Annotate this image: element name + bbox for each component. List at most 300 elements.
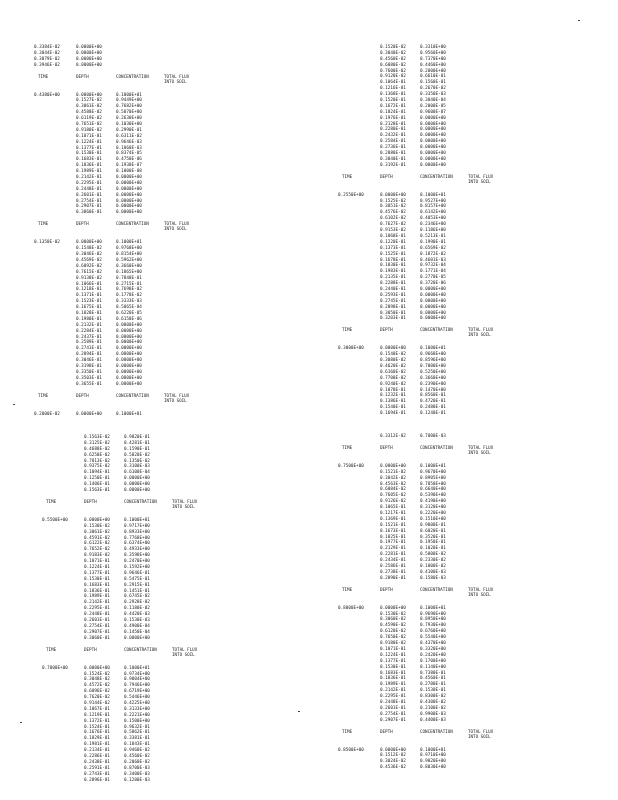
concentration-cell: 0.0000E+00	[420, 145, 446, 151]
concentration-cell: 0.9900E-03	[420, 711, 446, 717]
printout-panel-bottom-left	[42, 435, 198, 783]
concentration-cell: 0.9646E-01	[124, 570, 150, 576]
concentration-cell: 0.5065E-04	[116, 305, 142, 311]
depth-cell: 0.9180E-02	[380, 641, 406, 647]
scan-speck	[298, 711, 300, 712]
depth-cell: 0.1830E-01	[380, 263, 406, 269]
concentration-cell: 0.3350E-03	[420, 92, 446, 98]
header-flux: TOTAL FLUX INTO SOIL	[164, 73, 190, 84]
concentration-cell: 0.5962E+00	[116, 257, 142, 263]
concentration-cell: 0.6760E+00	[420, 629, 446, 635]
depth-cell: 0.1232E-01	[380, 393, 406, 399]
depth-cell: 0.2601E-01	[380, 705, 406, 711]
concentration-cell: 0.1865E+00	[116, 269, 142, 275]
concentration-cell: 0.8154E+00	[116, 252, 142, 258]
data-row	[338, 316, 494, 322]
time-cell: 0.7000E+00	[42, 665, 68, 671]
header-time: TIME	[38, 221, 49, 227]
concentration-cell: 0.0000E+00	[116, 375, 142, 381]
concentration-cell: 0.3100E-03	[124, 464, 150, 470]
concentration-cell: 0.8596E+00	[420, 358, 446, 364]
depth-cell: 0.7650E-02	[380, 635, 406, 641]
depth-cell: 0.1836E-01	[380, 676, 406, 682]
concentration-cell: 0.0000E+00	[420, 162, 446, 168]
header-time: TIME	[342, 327, 353, 333]
depth-cell: 0.1980E-01	[76, 316, 102, 322]
depth-cell: 0.4536E-02	[380, 765, 406, 771]
concentration-cell: 0.9710E+00	[420, 753, 446, 759]
concentration-cell: 0.9734E+00	[124, 671, 150, 677]
time-cell: 0.3000E+00	[338, 346, 364, 352]
data-row	[42, 778, 198, 784]
depth-cell: 0.3060E-01	[76, 210, 102, 216]
column-header-row	[34, 393, 190, 406]
depth-cell: 0.0000E+00	[380, 605, 406, 611]
data-row	[42, 488, 198, 494]
depth-cell: 0.2295E-01	[380, 694, 406, 700]
depth-cell: 0.1523E-01	[76, 299, 102, 305]
concentration-cell: 0.0000E+00	[116, 192, 142, 198]
data-row	[338, 765, 494, 771]
depth-cell: 0.9153E-02	[380, 228, 406, 234]
concentration-cell: 0.0000E+00	[116, 363, 142, 369]
concentration-cell: 0.0000E+00	[420, 310, 446, 316]
concentration-cell: 0.1000E+01	[420, 605, 446, 611]
concentration-cell: 0.7768E+00	[124, 535, 150, 541]
depth-cell: 0.4688E-02	[84, 446, 110, 452]
depth-cell: 0.4620E-02	[380, 363, 406, 369]
concentration-cell: 0.4560E-01	[420, 676, 446, 682]
header-depth: DEPTH	[380, 728, 393, 734]
depth-cell: 0.4590E-02	[380, 623, 406, 629]
depth-cell: 0.0000E+00	[76, 62, 102, 68]
depth-cell: 0.3203E-01	[380, 316, 406, 322]
depth-cell: 0.0000E+00	[380, 346, 406, 352]
depth-cell: 0.1224E-01	[76, 139, 102, 145]
concentration-cell: 0.9449E+00	[116, 98, 142, 104]
depth-cell: 0.1530E-01	[380, 664, 406, 670]
depth-cell: 0.2601E-01	[76, 192, 102, 198]
time-cell: 0.5500E+00	[42, 517, 68, 523]
concentration-cell: 0.1140E+00	[420, 664, 446, 670]
header-time: TIME	[38, 392, 49, 398]
data-row	[34, 412, 190, 418]
printout-panel-top-right	[338, 45, 494, 417]
depth-cell: 0.1836E-01	[84, 588, 110, 594]
column-header-row	[338, 327, 494, 340]
header-flux: TOTAL FLUX INTO SOIL	[164, 392, 190, 403]
header-depth: DEPTH	[380, 327, 393, 333]
header-concentration: CONCENTRATION	[420, 173, 453, 179]
concentration-cell: 0.6150E-06	[116, 316, 142, 322]
depth-cell: 0.0000E+00	[76, 50, 102, 56]
depth-cell: 0.9375E-02	[84, 464, 110, 470]
depth-cell: 0.2142E-01	[380, 688, 406, 694]
concentration-cell: 0.6719E+00	[124, 689, 150, 695]
concentration-cell: 0.4370E+00	[420, 641, 446, 647]
depth-cell: 0.7605E-02	[380, 493, 406, 499]
depth-cell: 0.1683E-01	[76, 157, 102, 163]
concentration-cell: 0.2480E-01	[420, 405, 446, 411]
concentration-cell: 0.8300E-02	[420, 694, 446, 700]
concentration-cell: 0.9768E+00	[116, 246, 142, 252]
concentration-cell: 0.0000E+00	[420, 121, 446, 127]
concentration-cell: 0.0000E+00	[116, 381, 142, 387]
concentration-cell: 0.9820E-01	[124, 435, 150, 440]
depth-cell: 0.1386E-01	[380, 399, 406, 405]
depth-cell: 0.1530E-02	[84, 523, 110, 529]
header-flux: TOTAL FLUX INTO SOIL	[172, 498, 198, 509]
concentration-cell: 0.1843E-01	[124, 742, 150, 748]
depth-cell: 0.3040E-02	[380, 50, 406, 56]
depth-cell: 0.1828E-01	[76, 310, 102, 316]
depth-cell: 0.2589E-01	[76, 340, 102, 346]
concentration-cell: 0.1500E+00	[124, 718, 150, 724]
concentration-cell: 0.1030E+00	[116, 122, 142, 128]
concentration-cell: 0.2420E+00	[420, 652, 446, 658]
depth-cell: 0.1521E-01	[380, 522, 406, 528]
depth-cell: 0.2890E-01	[380, 575, 406, 581]
header-flux: TOTAL FLUX INTO SOIL	[172, 646, 198, 657]
concentration-cell: 0.5020E-02	[124, 452, 150, 458]
concentration-cell	[116, 63, 162, 69]
concentration-cell: 0.9560E+00	[420, 50, 446, 56]
depth-cell: 0.3198E-01	[76, 363, 102, 369]
concentration-cell: 0.4420E-03	[124, 612, 150, 618]
depth-cell: 0.2438E-01	[84, 759, 110, 765]
concentration-cell: 0.1590E-01	[124, 446, 150, 452]
depth-cell: 0.1369E-01	[380, 516, 406, 522]
depth-cell: 0.3046E-02	[76, 252, 102, 258]
time-cell: 0.2000E-02	[34, 411, 60, 417]
depth-cell: 0.2745E-01	[380, 298, 406, 304]
depth-cell: 0.2132E-01	[76, 322, 102, 328]
concentration-cell: 0.5540E+00	[420, 635, 446, 641]
concentration-cell: 0.1771E-04	[420, 269, 446, 275]
depth-cell: 0.2142E-01	[84, 600, 110, 606]
header-depth: DEPTH	[380, 586, 393, 592]
depth-cell: 0.1824E-01	[380, 109, 406, 115]
concentration-cell: 0.6374E+00	[124, 541, 150, 547]
depth-cell: 0.2142E-01	[76, 175, 102, 181]
concentration-cell: 0.0000E+00	[116, 358, 142, 364]
concentration-cell: 0.3400E-03	[124, 771, 150, 777]
depth-cell: 0.1219E-01	[84, 712, 110, 718]
depth-cell: 0.2295E-01	[84, 606, 110, 612]
concentration-cell: 0.9527E+00	[420, 198, 446, 204]
scan-speck	[20, 722, 22, 723]
concentration-cell: 0.9690E+00	[420, 611, 446, 617]
depth-cell: 0.0000E+00	[84, 665, 110, 671]
header-flux: TOTAL FLUX INTO SOIL	[164, 221, 190, 232]
concentration-cell: 0.2770E-05	[420, 275, 446, 281]
concentration-cell: 0.6142E+00	[420, 210, 446, 216]
concentration-cell: 0.3310E+00	[420, 45, 446, 50]
depth-cell: 0.1976E-01	[380, 115, 406, 121]
concentration-cell: 0.2670E-02	[420, 86, 446, 92]
depth-cell: 0.3048E-02	[84, 677, 110, 683]
concentration-cell: 0.9004E+00	[124, 677, 150, 683]
time-cell: 0.3946E-02	[34, 62, 60, 68]
depth-cell: 0.2437E-01	[76, 334, 102, 340]
concentration-cell: 0.2470E+00	[124, 559, 150, 565]
header-time: TIME	[46, 498, 57, 504]
concentration-cell: 0.5250E+00	[420, 369, 446, 375]
concentration-cell: 0.4100E-03	[420, 569, 446, 575]
time-cell: 0.4380E+00	[34, 92, 60, 98]
depth-cell: 0.1250E-01	[84, 476, 110, 482]
header-concentration: CONCENTRATION	[420, 327, 453, 333]
depth-cell: 0.2284E-01	[76, 328, 102, 334]
header-depth: DEPTH	[84, 498, 97, 504]
depth-cell: 0.1977E-01	[380, 540, 406, 546]
concentration-cell: 0.2221E+00	[124, 712, 150, 718]
concentration-cell: 0.1060E-03	[116, 145, 142, 151]
depth-cell: 0.1530E-02	[380, 611, 406, 617]
concentration-cell: 0.8560E-01	[420, 393, 446, 399]
time-cell: 0.8500E+00	[338, 747, 364, 753]
depth-cell: 0.1673E-01	[380, 528, 406, 534]
depth-cell: 0.2584E-01	[380, 139, 406, 145]
depth-cell: 0.3125E-02	[84, 440, 110, 446]
time-cell	[338, 411, 380, 417]
data-row	[338, 718, 494, 724]
concentration-cell: 0.0000E+00	[116, 369, 142, 375]
depth-cell: 0.1563E-02	[84, 435, 110, 440]
header-flux: TOTAL FLUX INTO SOIL	[468, 444, 494, 455]
time-cell: 0.3044E-02	[34, 50, 60, 56]
depth-cell: 0.3350E-01	[76, 369, 102, 375]
concentration-cell: 0.4400E-03	[420, 717, 446, 723]
depth-cell: 0.1377E-01	[380, 658, 406, 664]
depth-cell: 0.3655E-01	[76, 381, 102, 387]
depth-cell: 0.7651E-02	[76, 122, 102, 128]
concentration-cell: 0.0000E+00	[420, 304, 446, 310]
depth-cell: 0.1078E-01	[380, 387, 406, 393]
depth-cell: 0.2736E-01	[380, 145, 406, 151]
depth-cell: 0.9240E-02	[380, 381, 406, 387]
concentration-cell: 0.1000E+01	[124, 517, 150, 523]
depth-cell: 0.4572E-02	[84, 683, 110, 689]
depth-cell: 0.7620E-02	[84, 695, 110, 701]
concentration-cell: 0.8030E+00	[420, 765, 446, 771]
depth-cell: 0.1512E-02	[380, 753, 406, 759]
concentration-cell: 0.2715E-01	[116, 281, 142, 287]
column-header-row	[34, 221, 190, 234]
concentration-cell: 0.0000E+00	[124, 482, 150, 488]
concentration-cell: 0.0000E+00	[116, 204, 142, 210]
depth-cell: 0.3042E-02	[380, 475, 406, 481]
concentration-cell: 0.7698E-02	[116, 287, 142, 293]
concentration-cell: 0.3381E-01	[124, 736, 150, 742]
depth-cell: 0.1530E-01	[84, 576, 110, 582]
depth-cell: 0.1520E-02	[380, 45, 406, 50]
depth-cell: 0.3060E-01	[84, 635, 110, 641]
depth-cell: 0.1825E-01	[380, 534, 406, 540]
concentration-cell: 0.1990E-01	[420, 239, 446, 245]
concentration-cell: 0.9670E+00	[420, 469, 446, 475]
depth-cell: 0.7700E-02	[380, 375, 406, 381]
concentration-cell: 0.2390E+00	[420, 381, 446, 387]
column-header-row	[338, 587, 494, 600]
depth-cell: 0.3061E-02	[84, 529, 110, 535]
column-header-row	[34, 74, 190, 87]
depth-cell: 0.1989E-01	[84, 594, 110, 600]
depth-cell: 0.1377E-01	[84, 570, 110, 576]
concentration-cell: 0.0000E+00	[420, 139, 446, 145]
depth-cell: 0.1525E-02	[380, 198, 406, 204]
depth-cell: 0.3061E-02	[76, 104, 102, 110]
time-cell: 0.3384E-02	[34, 45, 60, 50]
depth-cell: 0.3040E-01	[380, 156, 406, 162]
depth-cell: 0.2295E-01	[76, 180, 102, 186]
depth-cell: 0.0000E+00	[76, 92, 102, 98]
time-cell: 0.1350E-02	[34, 240, 60, 246]
concentration-cell: 0.1000E+01	[420, 192, 446, 198]
depth-cell: 0.2741E-01	[76, 346, 102, 352]
time-cell	[42, 778, 84, 784]
concentration-cell: 0.2915E-01	[124, 582, 150, 588]
concentration-cell: 0.5475E-01	[124, 576, 150, 582]
concentration-cell: 0.7850E+00	[420, 481, 446, 487]
header-depth: DEPTH	[380, 173, 393, 179]
depth-cell: 0.7615E-02	[76, 269, 102, 275]
depth-cell: 0.1224E-01	[84, 565, 110, 571]
concentration-cell: 0.0000E+00	[116, 322, 142, 328]
depth-cell: 0.7600E-02	[380, 68, 406, 74]
concentration-cell: 0.1450E-04	[124, 629, 150, 635]
concentration-cell: 0.4900E-04	[124, 623, 150, 629]
depth-cell: 0.7652E-02	[84, 547, 110, 553]
depth-cell: 0.2135E-01	[380, 275, 406, 281]
depth-cell: 0.2754E-01	[380, 711, 406, 717]
time-cell	[34, 382, 76, 388]
concentration-cell: 0.7000E-03	[420, 434, 446, 439]
concentration-cell: 0.4601E-03	[420, 257, 446, 263]
depth-cell: 0.1521E-02	[380, 469, 406, 475]
concentration-cell: 0.8933E+00	[124, 529, 150, 535]
header-depth: DEPTH	[84, 646, 97, 652]
data-row	[34, 382, 190, 388]
header-concentration: CONCENTRATION	[116, 221, 149, 227]
concentration-cell: 0.1350E-02	[124, 458, 150, 464]
header-time: TIME	[342, 173, 353, 179]
concentration-cell: 0.1470E+00	[420, 387, 446, 393]
depth-cell: 0.6119E-02	[76, 116, 102, 122]
depth-cell: 0.3046E-01	[76, 358, 102, 364]
concentration-cell: 0.4750E-06	[116, 157, 142, 163]
concentration-cell: 0.0000E+00	[124, 476, 150, 482]
depth-cell: 0.0000E+00	[380, 463, 406, 469]
printout-panel-bottom-right	[338, 434, 494, 771]
concentration-cell: 0.0000E+00	[420, 115, 446, 121]
concentration-cell: 0.4300E-02	[420, 699, 446, 705]
depth-cell: 0.2448E-01	[76, 186, 102, 192]
depth-cell: 0.1372E-01	[84, 718, 110, 724]
depth-cell: 0.9138E-02	[76, 275, 102, 281]
header-concentration: CONCENTRATION	[420, 586, 453, 592]
concentration-cell: 0.0000E+00	[420, 127, 446, 133]
time-cell	[338, 434, 380, 440]
depth-cell: 0.2280E-01	[380, 127, 406, 133]
time-cell	[338, 576, 380, 582]
concentration-cell: 0.8905E+00	[420, 475, 446, 481]
data-row	[338, 434, 494, 440]
time-cell	[338, 718, 380, 724]
depth-cell: 0.1981E-01	[84, 742, 110, 748]
concentration-cell: 0.2330E-02	[420, 558, 446, 564]
concentration-cell: 0.4190E+00	[420, 499, 446, 505]
concentration-cell: 0.3320E+00	[420, 646, 446, 652]
concentration-cell: 0.0000E+00	[116, 328, 142, 334]
depth-cell: 0.1216E-01	[380, 86, 406, 92]
depth-cell: 0.1406E-01	[84, 482, 110, 488]
concentration-cell: 0.0000E+00	[420, 286, 446, 292]
column-header-row	[338, 174, 494, 187]
header-concentration: CONCENTRATION	[116, 73, 149, 79]
depth-cell: 0.2738E-01	[380, 569, 406, 575]
concentration-cell: 0.1451E-01	[124, 588, 150, 594]
concentration-cell: 0.9460E-02	[124, 748, 150, 754]
concentration-cell: 0.1592E+00	[124, 565, 150, 571]
depth-cell: 0.0000E+00	[76, 411, 102, 417]
depth-cell: 0.2907E-01	[84, 629, 110, 635]
depth-cell: 0.1218E-01	[76, 287, 102, 293]
concentration-cell: 0.9646E-03	[116, 139, 142, 145]
depth-cell: 0.1829E-01	[84, 736, 110, 742]
concentration-cell: 0.3598E+00	[124, 553, 150, 559]
header-flux: TOTAL FLUX INTO SOIL	[468, 327, 494, 338]
concentration-cell: 0.1200E-03	[124, 777, 150, 783]
concentration-cell: 0.9632E-01	[124, 724, 150, 730]
depth-cell: 0.1220E-01	[380, 239, 406, 245]
depth-cell: 0.1540E-02	[380, 352, 406, 358]
depth-cell: 0.3050E-01	[380, 310, 406, 316]
depth-cell: 0.2448E-01	[380, 699, 406, 705]
concentration-cell: 0.2060E-02	[124, 759, 150, 765]
depth-cell: 0.1989E-01	[76, 169, 102, 175]
concentration-cell: 0.2346E+00	[420, 222, 446, 228]
concentration-cell: 0.1000E+01	[116, 240, 142, 246]
header-concentration: CONCENTRATION	[420, 728, 453, 734]
column-header-row	[42, 499, 198, 512]
depth-cell: 0.1224E-01	[380, 652, 406, 658]
depth-cell: 0.6102E-02	[380, 216, 406, 222]
concentration-cell: 0.9668E+00	[420, 352, 446, 358]
concentration-cell: 0.1560E-01	[420, 80, 446, 86]
concentration-cell: 0.5390E+00	[420, 493, 446, 499]
depth-cell: 0.3060E-02	[380, 617, 406, 623]
depth-cell: 0.2896E-01	[84, 777, 110, 783]
concentration-cell: 0.1580E-03	[420, 575, 446, 581]
concentration-cell: 0.7380E-01	[420, 670, 446, 676]
depth-cell: 0.1540E-01	[380, 405, 406, 411]
depth-cell: 0.1683E-01	[84, 582, 110, 588]
depth-cell: 0.1368E-01	[380, 92, 406, 98]
depth-cell: 0.1064E-01	[380, 80, 406, 86]
depth-cell: 0.6080E-02	[380, 62, 406, 68]
depth-cell: 0.1548E-02	[76, 246, 102, 252]
depth-cell: 0.4560E-02	[380, 56, 406, 62]
depth-cell: 0.1989E-01	[380, 682, 406, 688]
concentration-cell: 0.9717E+00	[124, 523, 150, 529]
header-flux: TOTAL FLUX INTO SOIL	[468, 728, 494, 739]
depth-cell: 0.3051E-02	[380, 204, 406, 210]
depth-cell: 0.1672E-01	[380, 103, 406, 109]
depth-cell: 0.1524E-01	[84, 724, 110, 730]
depth-cell: 0.1520E-01	[380, 98, 406, 104]
depth-cell: 0.1524E-02	[84, 671, 110, 677]
